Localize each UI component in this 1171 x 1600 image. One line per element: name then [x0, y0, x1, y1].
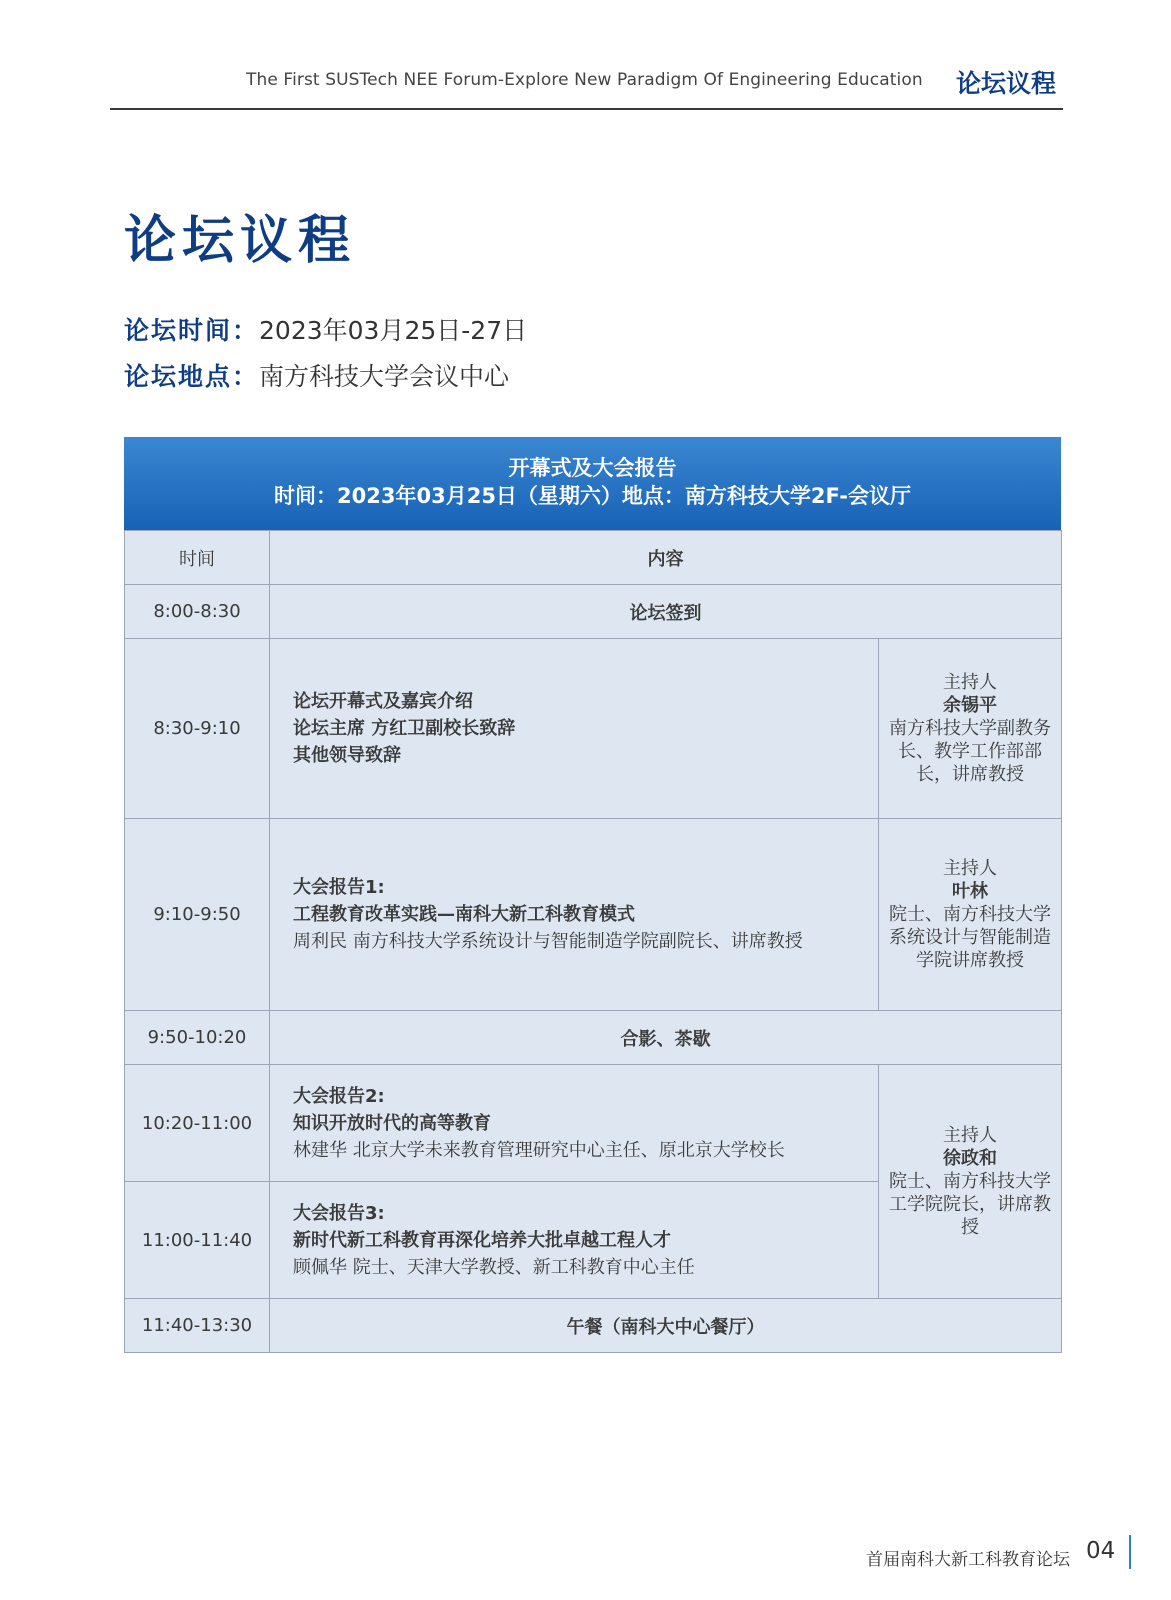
host-label: 主持人 [943, 672, 997, 693]
column-header-content: 内容 [270, 531, 1062, 585]
row-content [270, 1182, 879, 1299]
forum-time-line [124, 311, 527, 347]
row-title: 合影、茶歇 [270, 1011, 1062, 1065]
forum-place-line [124, 357, 509, 393]
row-host [879, 819, 1062, 1011]
content-line: 论坛开幕式及嘉宾介绍 [293, 691, 473, 712]
report-speaker: 林建华 北京大学未来教育管理研究中心主任、原北京大学校长 [293, 1139, 785, 1161]
footer-forum-name: 首届南科大新工科教育论坛 [866, 1550, 1070, 1570]
forum-place-value: 南方科技大学会议中心 [259, 362, 510, 391]
table-row [125, 1299, 1062, 1353]
header-english-title: The First SUSTech NEE Forum-Explore New Paradigm Of Engineering Education [246, 70, 923, 90]
row-time: 10:20-11:00 [125, 1065, 270, 1182]
agenda-table [124, 530, 1062, 1353]
row-title: 午餐（南科大中心餐厅） [270, 1299, 1062, 1353]
header-chinese-title: 论坛议程 [956, 69, 1057, 98]
table-row [125, 819, 1062, 1011]
report-topic: 新时代新工科教育再深化培养大批卓越工程人才 [293, 1229, 671, 1251]
row-content [270, 639, 879, 819]
host-name: 徐政和 [943, 1148, 997, 1169]
row-time: 9:50-10:20 [125, 1011, 270, 1065]
host-description: 院士、南方科技大学系统设计与智能制造学院讲席教授 [889, 904, 1051, 971]
report-label: 大会报告2: [293, 1085, 385, 1107]
host-label: 主持人 [943, 1125, 997, 1146]
report-speaker: 顾佩华 院士、天津大学教授、新工科教育中心主任 [293, 1256, 695, 1278]
row-time: 11:00-11:40 [125, 1182, 270, 1299]
host-description: 院士、南方科技大学工学院院长，讲席教授 [889, 1171, 1051, 1238]
host-label: 主持人 [943, 858, 997, 879]
forum-time-label: 论坛时间： [124, 316, 260, 345]
session-banner [124, 437, 1061, 530]
table-row [125, 639, 1062, 819]
report-speaker: 周利民 南方科技大学系统设计与智能制造学院副院长、讲席教授 [293, 931, 803, 952]
row-time: 9:10-9:50 [125, 819, 270, 1011]
row-title: 论坛签到 [270, 585, 1062, 639]
host-description: 南方科技大学副教务长、教学工作部部长，讲席教授 [889, 718, 1051, 785]
table-header-row [125, 531, 1062, 585]
page-title: 论坛议程 [124, 211, 357, 271]
page-number: 04 [1086, 1538, 1116, 1564]
row-content [270, 819, 879, 1011]
forum-place-label: 论坛地点： [124, 362, 260, 391]
host-name: 余锡平 [943, 695, 997, 716]
report-label: 大会报告3: [293, 1202, 385, 1224]
content-line: 其他领导致辞 [293, 745, 401, 766]
row-time: 11:40-13:30 [125, 1299, 270, 1353]
session-title: 开幕式及大会报告 [508, 456, 677, 480]
session-time-place: 时间：2023年03月25日（星期六）地点：南方科技大学2F-会议厅 [274, 484, 911, 508]
row-host [879, 1065, 1062, 1299]
report-topic: 工程教育改革实践—南科大新工科教育模式 [293, 904, 635, 925]
row-host [879, 639, 1062, 819]
row-content [270, 1065, 879, 1182]
content-line: 论坛主席 方红卫副校长致辞 [293, 718, 516, 739]
table-row [125, 1011, 1062, 1065]
column-header-time: 时间 [125, 531, 270, 585]
header-divider [110, 108, 1063, 110]
forum-time-value: 2023年03月25日-27日 [259, 316, 528, 345]
row-time: 8:30-9:10 [125, 639, 270, 819]
host-name: 叶林 [952, 881, 988, 902]
table-row [125, 585, 1062, 639]
table-row [125, 1065, 1062, 1182]
footer-accent-bar [1129, 1535, 1131, 1569]
report-label: 大会报告1: [293, 877, 385, 898]
report-topic: 知识开放时代的高等教育 [293, 1112, 491, 1134]
row-time: 8:00-8:30 [125, 585, 270, 639]
